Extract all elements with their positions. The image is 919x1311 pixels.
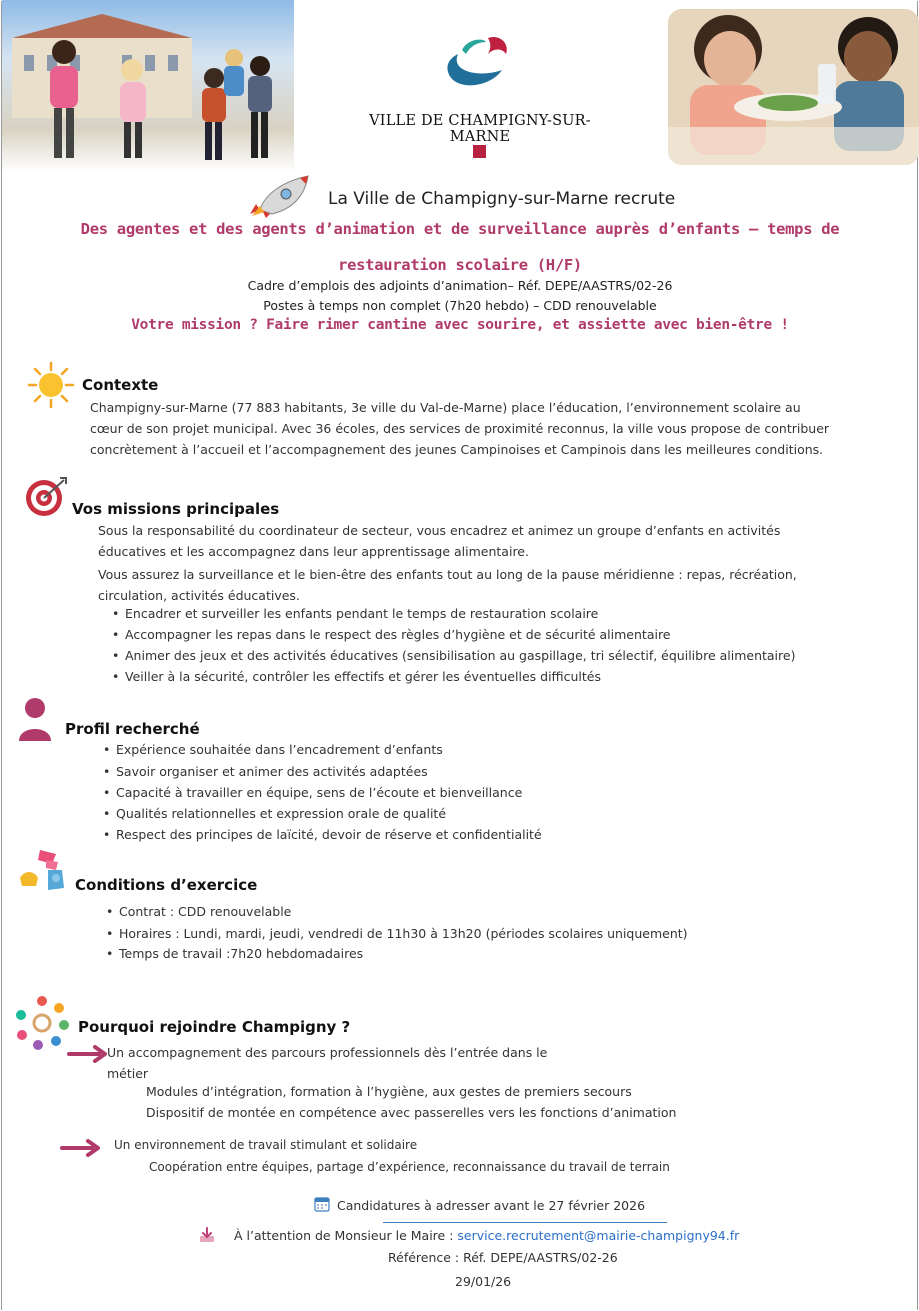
postes-info: Postes à temps non complet (7h20 hebdo) – CDD renouvelable [263, 298, 657, 313]
children-circle-icon [14, 995, 70, 1051]
missions-line: éducatives et les accompagnez dans leur apprentissage alimentaire. [98, 544, 529, 559]
email-link[interactable]: service.recrutement@mairie-champigny94.fr [457, 1228, 740, 1243]
conditions-bullet: • Horaires : Lundi, mardi, jeudi, vendredi de 11h30 à 13h20 (périodes scolaires uniquement) [119, 926, 688, 941]
children-running-photo [2, 0, 294, 172]
pourquoi-sub: Coopération entre équipes, partage d’expérience, reconnaissance du travail de terrain [149, 1160, 670, 1174]
logo-square [473, 145, 486, 158]
missions-title: Vos missions principales [72, 500, 280, 518]
document-date: 29/01/26 [455, 1274, 512, 1289]
profil-bullet: • Qualités relationnelles et expression orale de qualité [116, 806, 446, 821]
job-title-line1: Des agentes et des agents d’animation et de surveillance auprès d’enfants – temps de [80, 220, 840, 238]
city-logo [440, 32, 518, 100]
tagline: Votre mission ? Faire rimer cantine avec sourire, et assiette avec bien-être ! [131, 317, 789, 333]
conditions-bullet: • Contrat : CDD renouvelable [119, 904, 291, 919]
missions-line: Vous assurez la surveillance et le bien-être des enfants tout au long de la pause méridienne : repas, récréation, [98, 567, 797, 582]
missions-bullet: • Encadrer et surveiller les enfants pendant le temps de restauration scolaire [125, 606, 598, 621]
person-icon [17, 697, 53, 743]
arrow-right-icon [60, 1139, 100, 1157]
contexte-paragraph [90, 397, 829, 460]
conditions-bullet: • Temps de travail :7h20 hebdomadaires [119, 946, 363, 961]
cadre-reference: Cadre d’emplois des adjoints d’animation– Réf. DEPE/AASTRS/02-26 [247, 278, 673, 293]
profil-bullet: • Respect des principes de laïcité, devoir de réserve et confidentialité [116, 827, 542, 842]
hands-icon [16, 848, 72, 894]
missions-bullet: • Veiller à la sécurité, contrôler les effectifs et gérer les éventuelles difficultés [125, 669, 601, 684]
attention-label: À l’attention de Monsieur le Maire : [234, 1228, 458, 1243]
missions-bullet: • Accompagner les repas dans le respect des règles d’hygiène et de sécurité alimentaire [125, 627, 671, 642]
profil-title: Profil recherché [65, 720, 200, 738]
deadline: Candidatures à adresser avant le 27 février 2026 [337, 1198, 646, 1213]
job-title-line2: restauration scolaire (H/F) [338, 256, 582, 274]
rocket-icon [246, 170, 314, 218]
missions-paragraph-2 [98, 564, 797, 606]
contexte-line: cœur de son projet municipal. Avec 36 écoles, des services de proximité reconnus, la ville vous propose de contribuer [90, 421, 830, 436]
missions-paragraph-1 [98, 520, 780, 562]
conditions-title: Conditions d’exercice [75, 876, 258, 894]
city-name: VILLE DE CHAMPIGNY-SUR-MARNE [369, 113, 591, 145]
pourquoi-sub: Dispositif de montée en compétence avec passerelles vers les fonctions d’animation [146, 1105, 677, 1120]
missions-line: Sous la responsabilité du coordinateur de secteur, vous encadrez et animez un groupe d’enfants en activités [98, 523, 781, 538]
reference: Référence : Réf. DEPE/AASTRS/02-26 [388, 1250, 618, 1265]
calendar-icon [314, 1196, 330, 1212]
pourquoi-item-2: Un environnement de travail stimulant et solidaire [114, 1138, 418, 1152]
pourquoi-sub: Modules d’intégration, formation à l’hygiène, aux gestes de premiers secours [146, 1084, 632, 1099]
pourquoi-item-1b: métier [107, 1066, 149, 1081]
contexte-line: concrètement à l’accueil et l’accompagnement des jeunes Campinoises et Campinois dans les meilleures conditions. [90, 442, 824, 457]
headline: La Ville de Champigny-sur-Marne recrute [328, 189, 676, 209]
missions-bullet: • Animer des jeux et des activités éducatives (sensibilisation au gaspillage, tri sélectif, équilibre alimentaire) [125, 648, 795, 663]
pourquoi-title: Pourquoi rejoindre Champigny ? [78, 1018, 351, 1036]
download-icon [198, 1226, 216, 1244]
target-icon [24, 476, 68, 518]
contexte-line: Champigny-sur-Marne (77 883 habitants, 3e ville du Val-de-Marne) place l’éducation, l’environnement scolaire au [90, 400, 801, 415]
arrow-right-icon [67, 1045, 107, 1063]
missions-line: circulation, activités éducatives. [98, 588, 300, 603]
profil-bullet: • Savoir organiser et animer des activités adaptées [116, 764, 428, 779]
divider [383, 1222, 667, 1223]
profil-bullet: • Expérience souhaitée dans l’encadrement d’enfants [116, 742, 443, 757]
contexte-title: Contexte [82, 376, 159, 394]
children-eating-photo [668, 9, 919, 165]
profil-bullet: • Capacité à travailler en équipe, sens de l’écoute et bienveillance [116, 785, 522, 800]
pourquoi-item-1: Un accompagnement des parcours professionnels dès l’entrée dans le [107, 1045, 548, 1060]
sun-icon [26, 360, 76, 410]
attention-line [234, 1228, 739, 1243]
